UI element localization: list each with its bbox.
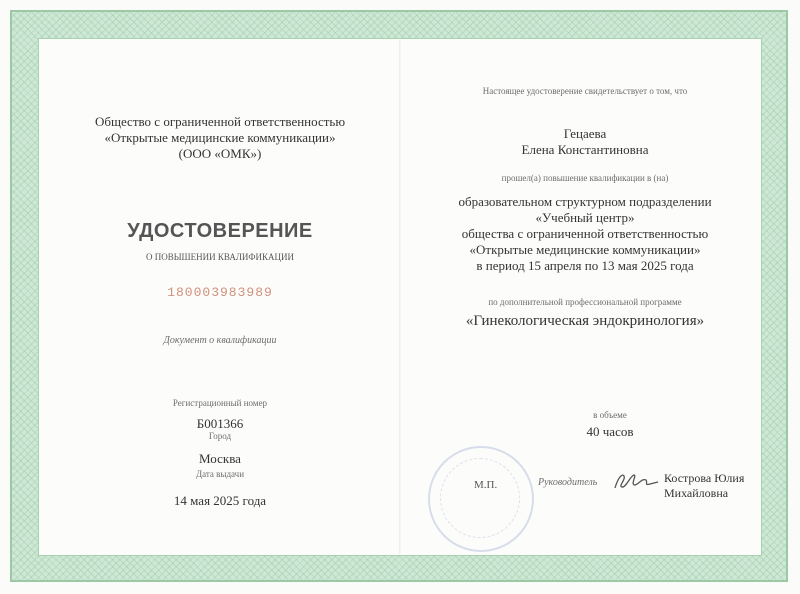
institution-line-3: общества с ограниченной ответственностью [461, 226, 709, 241]
institution-line-4: «Открытые медицинские коммуникации» [469, 242, 701, 257]
holder-surname: Гецаева [563, 126, 607, 141]
head-name-line-2: Михайловна [664, 486, 729, 500]
program-label: по дополнительной профессиональной программе [488, 297, 682, 307]
serial-number: 180003983989 [167, 285, 273, 300]
study-period: в период 15 апреля по 13 мая 2025 года [476, 258, 694, 273]
issue-date-label: Дата выдачи [195, 469, 245, 479]
stamp-place-label: М.П. [474, 479, 498, 491]
signature-icon [612, 470, 660, 492]
passed-label: прошел(а) повышение квалификации в (на) [501, 173, 669, 183]
document-type: Документ о квалификации [163, 335, 277, 346]
volume-hours: 40 часов [586, 424, 634, 439]
volume-label: в объеме [593, 410, 627, 420]
institution-line-1: образовательном структурном подразделении [458, 194, 712, 209]
registration-label: Регистрационный номер [172, 398, 268, 408]
head-name-line-1: Кострова Юлия [664, 471, 745, 485]
certificate-subtitle: О ПОВЫШЕНИИ КВАЛИФИКАЦИИ [145, 252, 295, 262]
city-value: Москва [199, 451, 241, 466]
city-label: Город [208, 431, 232, 441]
head-label: Руководитель [538, 477, 598, 488]
org-name-line-2: «Открытые медицинские коммуникации» [104, 130, 336, 145]
registration-number: Б001366 [196, 416, 244, 431]
org-name-line-1: Общество с ограниченной ответственностью [94, 114, 346, 129]
institution-line-2: «Учебный центр» [535, 210, 635, 225]
certificate-title: УДОСТОВЕРЕНИЕ [127, 220, 313, 242]
certifies-text: Настоящее удостоверение свидетельствует о том, что [482, 86, 688, 96]
program-name: «Гинекологическая эндокринология» [465, 313, 705, 329]
issue-date: 14 мая 2025 года [173, 493, 267, 508]
center-fold [399, 40, 401, 554]
org-name-line-3: (ООО «ОМК») [178, 146, 262, 161]
official-seal [428, 446, 534, 552]
holder-given-names: Елена Константиновна [521, 142, 649, 157]
